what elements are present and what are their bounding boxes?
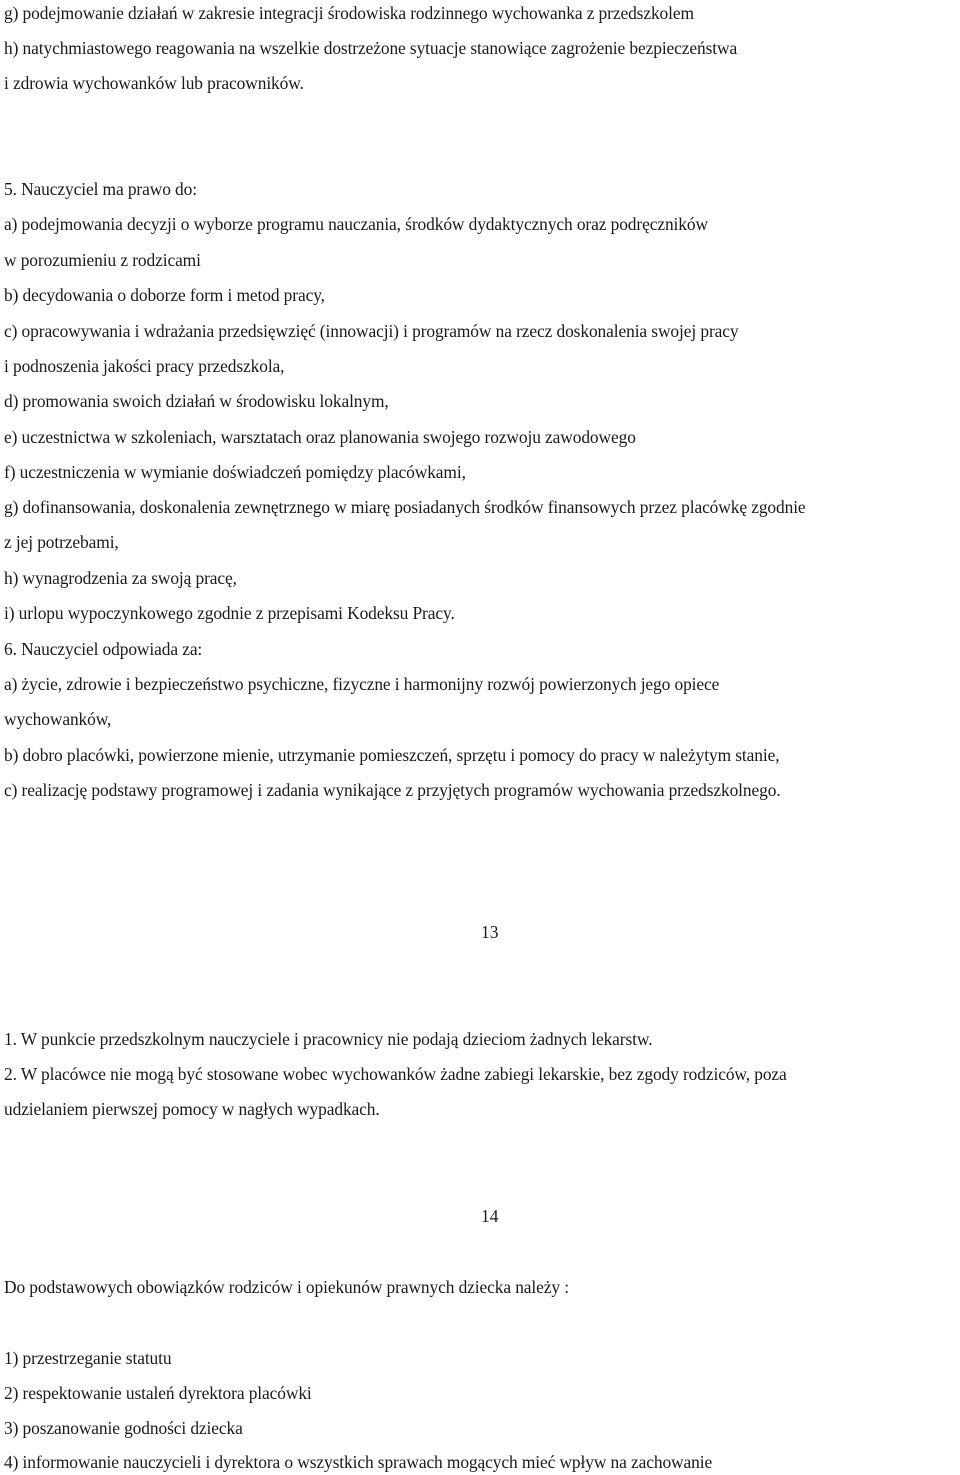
section-13-heading <box>481 921 498 943</box>
section-14-item-2: 2) respektowanie ustaleń dyrektora placówki <box>4 1383 312 1403</box>
point-5-item-b: b) decydowania o doborze form i metod pracy, <box>4 285 325 305</box>
section-14-number: 14 <box>481 1206 499 1226</box>
text-line-h-reaction: h) natychmiastowego reagowania na wszelkie dostrzeżone sytuacje stanowiące zagrożenie bezpieczeństwa <box>4 38 738 58</box>
section-14-item-3: 3) poszanowanie godności dziecka <box>4 1418 243 1438</box>
text-line-h-continuation: i zdrowia wychowanków lub pracowników. <box>4 73 304 93</box>
section-14-heading <box>481 1205 498 1227</box>
point-5-item-e: e) uczestnictwa w szkoleniach, warsztatach oraz planowania swojego rozwoju zawodowego <box>4 427 636 447</box>
point-6-item-b: b) dobro placówki, powierzone mienie, utrzymanie pomieszczeń, sprzętu i pomocy do pracy w należytym stanie, <box>4 745 780 765</box>
section-14-item-4: 4) informowanie nauczycieli i dyrektora o wszystkich sprawach mogących mieć wpływ na zachowanie <box>4 1452 713 1472</box>
point-6-item-a: a) życie, zdrowie i bezpieczeństwo psychiczne, fizyczne i harmonijny rozwój powierzonych jego opiece <box>4 674 720 694</box>
point-5-item-a-cont: w porozumieniu z rodzicami <box>4 250 201 270</box>
section-13-line-2-cont: udzielaniem pierwszej pomocy w nagłych wypadkach. <box>4 1099 380 1119</box>
point-5-item-f: f) uczestniczenia w wymianie doświadczeń pomiędzy placówkami, <box>4 462 466 482</box>
point-6-item-a-cont: wychowanków, <box>4 709 112 729</box>
point-5-item-c-cont: i podnoszenia jakości pracy przedszkola, <box>4 356 285 376</box>
point-6-item-c: c) realizację podstawy programowej i zadania wynikające z przyjętych programów wychowania przedszkolnego. <box>4 780 781 800</box>
point-6-heading: 6. Nauczyciel odpowiada za: <box>4 639 203 659</box>
point-5-item-h: h) wynagrodzenia za swoją pracę, <box>4 568 237 588</box>
section-13-line-1: 1. W punkcie przedszkolnym nauczyciele i pracownicy nie podają dzieciom żadnych lekarstw. <box>4 1029 653 1049</box>
text-line-g-integration: g) podejmowanie działań w zakresie integracji środowiska rodzinnego wychowanka z przedszkolem <box>4 3 694 23</box>
point-5-item-d: d) promowania swoich działań w środowisku lokalnym, <box>4 391 389 411</box>
point-5-item-a: a) podejmowania decyzji o wyborze programu nauczania, środków dydaktycznych oraz podręczników <box>4 214 708 234</box>
section-14-item-1: 1) przestrzeganie statutu <box>4 1348 172 1368</box>
point-5-heading: 5. Nauczyciel ma prawo do: <box>4 179 197 199</box>
section-13-line-2: 2. W placówce nie mogą być stosowane wobec wychowanków żadne zabiegi lekarskie, bez zgody rodziców, poza <box>4 1064 787 1084</box>
section-13-number: 13 <box>481 922 499 942</box>
point-5-item-g: g) dofinansowania, doskonalenia zewnętrznego w miarę posiadanych środków finansowych przez placówkę zgodnie <box>4 497 806 517</box>
point-5-item-g-cont: z jej potrzebami, <box>4 532 119 552</box>
section-14-intro: Do podstawowych obowiązków rodziców i opiekunów prawnych dziecka należy : <box>4 1277 569 1297</box>
point-5-item-i: i) urlopu wypoczynkowego zgodnie z przepisami Kodeksu Pracy. <box>4 603 455 623</box>
point-5-item-c: c) opracowywania i wdrażania przedsięwzięć (innowacji) i programów na rzecz doskonalenia swojej pracy <box>4 321 739 341</box>
